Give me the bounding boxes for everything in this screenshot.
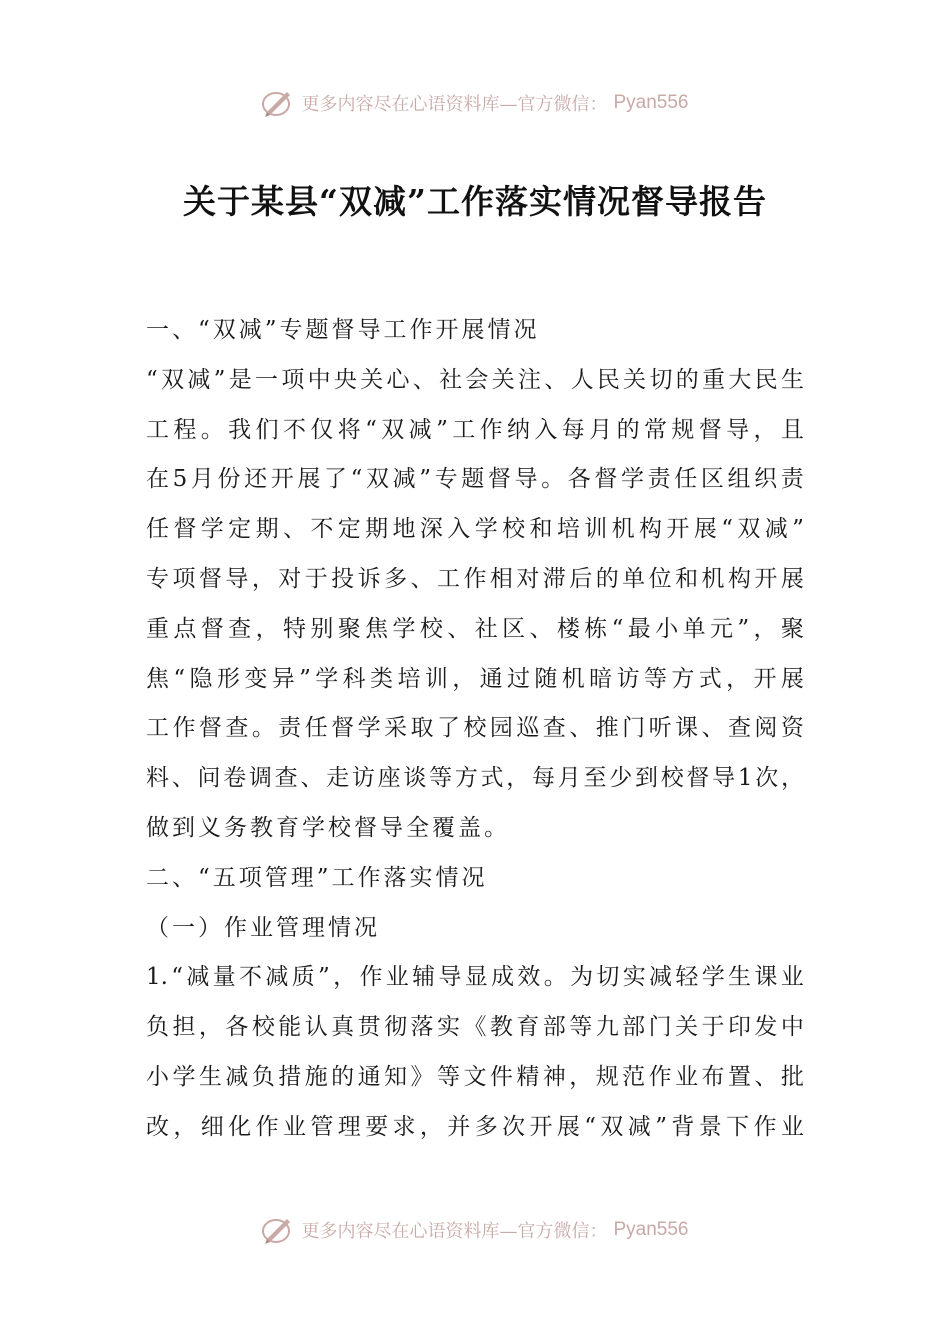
- document-body: [146, 306, 804, 1153]
- text-line: 在 5 月 份 还 开 展 了 “ 双 减 ” 专 题 督 导 。 各 督 学 责 任 区 组 织 责: [146, 466, 804, 493]
- pen-logo-icon: [261, 88, 295, 118]
- header-watermark: [0, 88, 950, 118]
- text-line: 二、“五项管理”工作落实情况: [146, 864, 488, 891]
- text-line: 负 担 ， 各 校 能 认 真 贯 彻 落 实 《 教 育 部 等 九 部 门 关 于 印 发 中: [146, 1014, 804, 1041]
- text-line: 重 点 督 查 ， 特 别 聚 焦 学 校 、 社 区 、 楼 栋 “ 最 小 单 元 ” ， 聚: [146, 615, 804, 642]
- text-line: 一、“双减”专题督导工作开展情况: [146, 317, 540, 343]
- text-line: 改 ， 细 化 作 业 管 理 要 求 ， 并 多 次 开 展 “ 双 减 ” 背 景 下 作 业: [146, 1113, 804, 1140]
- text-line: 小 学 生 减 负 措 施 的 通 知 》 等 文 件 精 神 ， 规 范 作 业 布 置 、 批: [146, 1063, 804, 1090]
- text-line: 做到义务教育学校督导全覆盖。: [146, 814, 510, 841]
- watermark-text: 更多内容尽在心语资料库—官方微信：: [301, 1221, 608, 1242]
- text-line: 料 、 问 卷 调 查 、 走 访 座 谈 等 方 式 ， 每 月 至 少 到 校 督 导 1 次 ，: [146, 765, 804, 792]
- text-line: 1. “ 减 量 不 减 质 ” ， 作 业 辅 导 显 成 效 。 为 切 实 减 轻 学 生 课 业: [146, 964, 804, 991]
- watermark-text: 更多内容尽在心语资料库—官方微信：: [301, 94, 608, 115]
- text-line: 任 督 学 定 期 、 不 定 期 地 深 入 学 校 和 培 训 机 构 开 展 “ 双 减 ”: [146, 516, 804, 543]
- document-title: 关于某县“双减”工作落实情况督导报告: [183, 182, 767, 221]
- text-line: 工 作 督 查 。 责 任 督 学 采 取 了 校 园 巡 查 、 推 门 听 课 、 查 阅 资: [146, 715, 804, 742]
- text-line: 焦 “ 隐 形 变 异 ” 学 科 类 培 训 ， 通 过 随 机 暗 访 等 方 式 ， 开 展: [146, 665, 804, 692]
- text-line: （一）作业管理情况: [146, 914, 380, 941]
- footer-watermark: [0, 1215, 950, 1245]
- text-line: 工 程 。 我 们 不 仅 将 “ 双 减 ” 工 作 纳 入 每 月 的 常 规 督 导 ， 且: [146, 416, 804, 443]
- pen-logo-icon: [261, 1215, 295, 1245]
- text-line: “ 双 减 ” 是 一 项 中 央 关 心 、 社 会 关 注 、 人 民 关 切 的 重 大 民 生: [146, 366, 804, 393]
- text-line: 专 项 督 导 ， 对 于 投 诉 多 、 工 作 相 对 滞 后 的 单 位 和 机 构 开 展: [146, 565, 804, 592]
- watermark-wechat-id: Pyan556: [613, 1219, 689, 1240]
- watermark-wechat-id: Pyan556: [613, 92, 689, 113]
